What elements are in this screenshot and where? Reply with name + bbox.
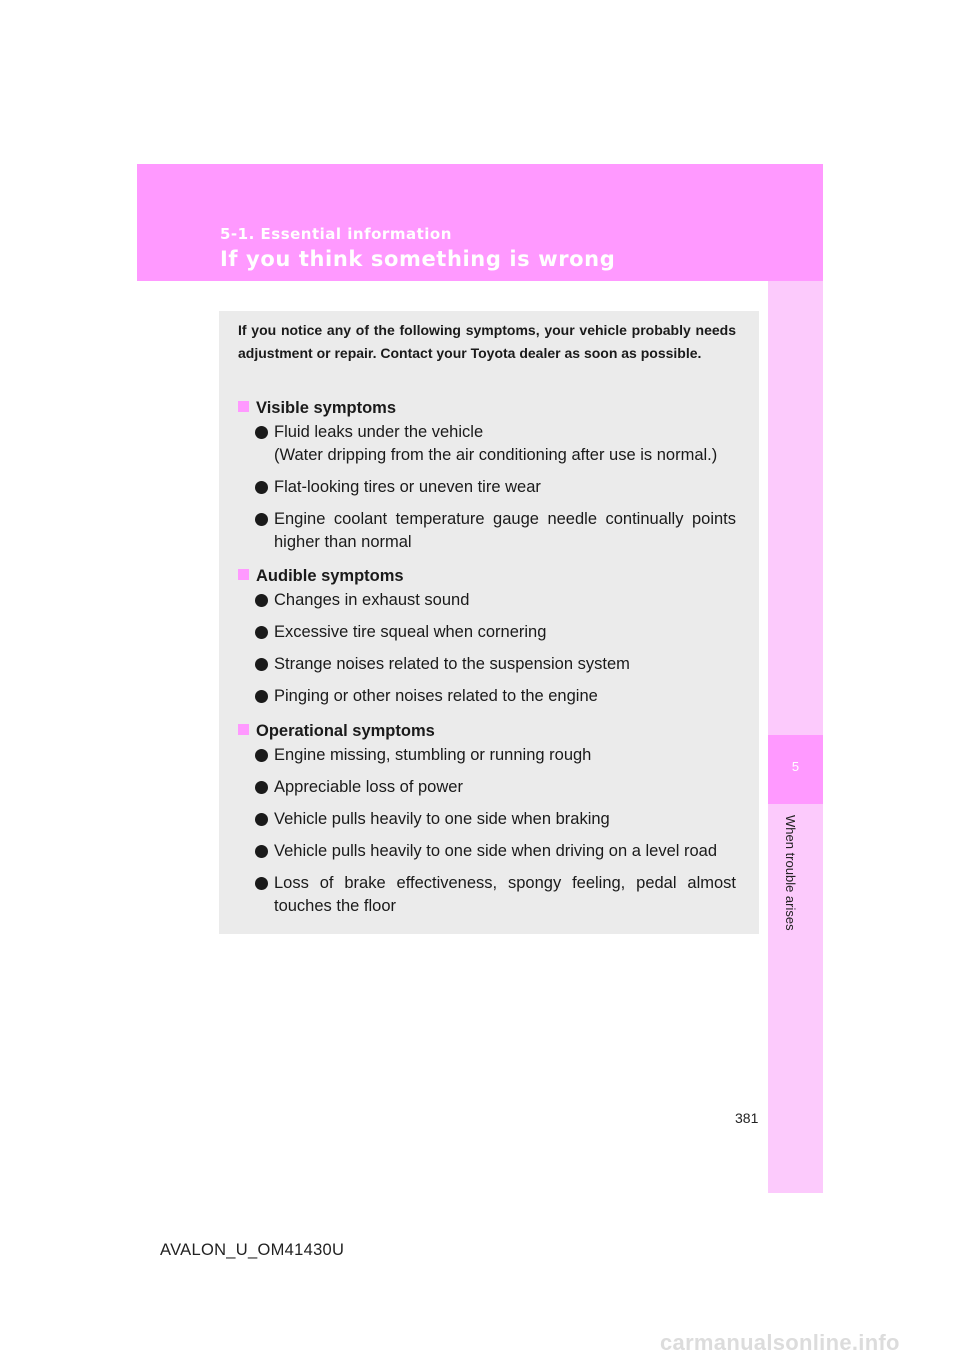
section-label: 5-1. Essential information <box>220 225 452 243</box>
symptom-group-audible <box>238 563 736 717</box>
symptom-list <box>238 421 736 554</box>
side-tab-title: When trouble arises <box>783 815 798 931</box>
list-item <box>238 508 736 554</box>
list-item <box>238 476 736 499</box>
bullet-icon <box>255 749 268 762</box>
watermark: carmanualsonline.info <box>660 1330 900 1355</box>
list-item <box>238 421 736 467</box>
list-item <box>238 840 736 863</box>
list-item-text: Vehicle pulls heavily to one side when driving on a level road <box>274 842 718 860</box>
list-item <box>238 653 736 676</box>
bullet-icon <box>255 781 268 794</box>
intro-paragraph: If you notice any of the following symptoms, your vehicle probably needs adjustment or repair. Contact your Toyota dealer as soon as possible. <box>238 322 736 361</box>
list-item-text: Appreciable loss of power <box>274 778 463 796</box>
list-item <box>238 776 736 799</box>
bullet-icon <box>255 658 268 671</box>
group-heading <box>238 718 736 744</box>
list-item-text: Engine missing, stumbling or running rough <box>274 746 592 764</box>
list-item-text: Vehicle pulls heavily to one side when braking <box>274 810 610 828</box>
list-item-text: Excessive tire squeal when cornering <box>274 623 547 641</box>
symptom-list <box>238 589 736 708</box>
bullet-icon <box>255 594 268 607</box>
symptom-list <box>238 744 736 918</box>
list-item-text: Strange noises related to the suspension system <box>274 655 630 673</box>
symptom-group-visible <box>238 395 736 563</box>
bullet-icon <box>255 813 268 826</box>
page-number: 381 <box>735 1110 759 1126</box>
list-item <box>238 744 736 767</box>
list-item-text: Flat-looking tires or uneven tire wear <box>274 478 541 496</box>
square-bullet-icon <box>238 401 249 412</box>
group-heading <box>238 395 736 421</box>
bullet-icon <box>255 845 268 858</box>
list-item <box>238 872 736 918</box>
list-item <box>238 685 736 708</box>
document-code: AVALON_U_OM41430U <box>160 1241 345 1259</box>
list-item-text: Fluid leaks under the vehicle <box>274 423 484 441</box>
group-heading-label: Visible symptoms <box>256 399 397 417</box>
page-title: If you think something is wrong <box>220 247 616 271</box>
list-item-text: Loss of brake effectiveness, spongy feeling, pedal almost touches the floor <box>274 874 736 915</box>
side-tab-number[interactable]: 5 <box>768 735 823 804</box>
list-item <box>238 808 736 831</box>
group-heading-label: Operational symptoms <box>256 722 435 740</box>
bullet-icon <box>255 513 268 526</box>
list-item-note: (Water dripping from the air conditioning after use is normal.) <box>274 446 718 464</box>
square-bullet-icon <box>238 724 249 735</box>
group-heading <box>238 563 736 589</box>
bullet-icon <box>255 626 268 639</box>
list-item-text: Engine coolant temperature gauge needle continually points higher than normal <box>274 510 736 551</box>
square-bullet-icon <box>238 569 249 580</box>
bullet-icon <box>255 426 268 439</box>
list-item-text: Changes in exhaust sound <box>274 591 470 609</box>
list-item <box>238 589 736 612</box>
group-heading-label: Audible symptoms <box>256 567 404 585</box>
bullet-icon <box>255 690 268 703</box>
symptom-group-operational <box>238 718 736 927</box>
bullet-icon <box>255 877 268 890</box>
list-item-text: Pinging or other noises related to the engine <box>274 687 598 705</box>
list-item <box>238 621 736 644</box>
bullet-icon <box>255 481 268 494</box>
